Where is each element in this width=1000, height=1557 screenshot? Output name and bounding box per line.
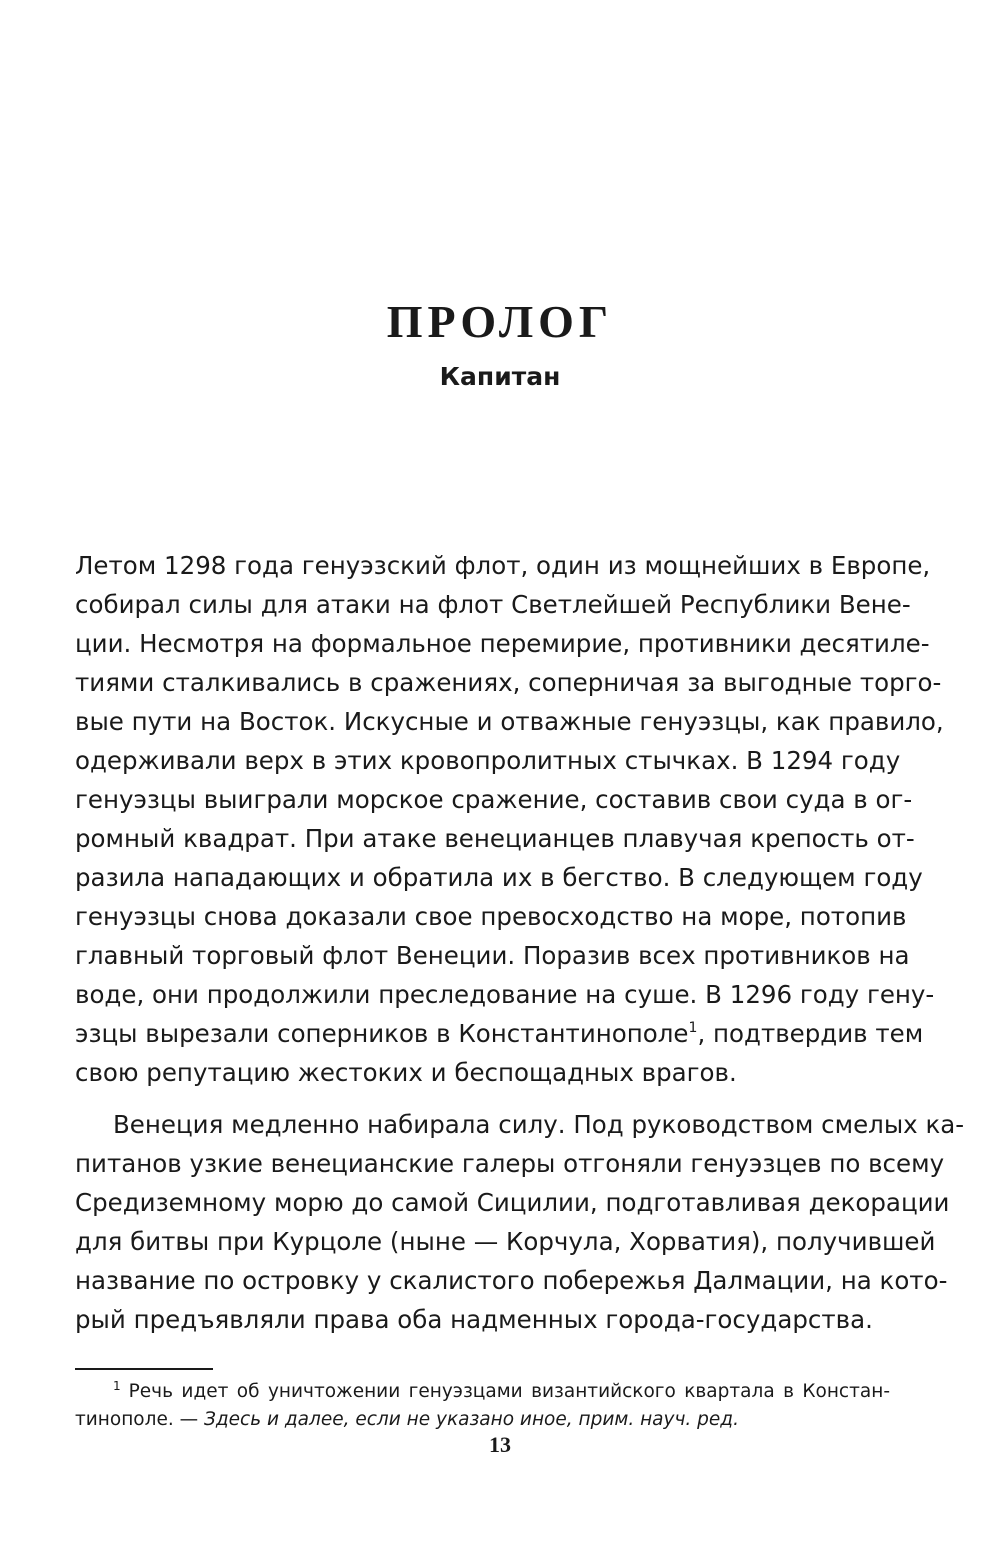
- text-line: генуэзцы выиграли морское сражение, составив свои суда в ог-: [75, 785, 913, 814]
- text-line: разила нападающих и обратила их в бегство. В следующем году: [75, 863, 923, 892]
- page-number: 13: [489, 1432, 511, 1457]
- paragraph-2: [75, 1105, 965, 1339]
- footnote: [75, 1378, 890, 1434]
- editor-note: Здесь и далее, если не указано иное, прим. науч. ред.: [203, 1409, 739, 1430]
- chapter-subtitle: Капитан: [439, 362, 561, 391]
- text-line: ромный квадрат. При атаке венецианцев плавучая крепость от-: [75, 824, 915, 853]
- text-line: Летом 1298 года генуэзский флот, один из мощнейших в Европе,: [75, 551, 931, 580]
- footnote-number: 1: [113, 1379, 121, 1393]
- footnote-line: [75, 1378, 890, 1406]
- text-line: название по островку у скалистого побережья Далмации, на кото-: [75, 1266, 948, 1295]
- text-segment: эзцы вырезали соперников в Константинополе: [75, 1019, 689, 1048]
- text-line: генуэзцы снова доказали свое превосходство на море, потопив: [75, 902, 907, 931]
- text-line: Венеция медленно набирала силу. Под руководством смелых ка-: [113, 1110, 965, 1139]
- paragraph-1: [75, 546, 944, 1092]
- text-line: главный торговый флот Венеции. Поразив всех противников на: [75, 941, 910, 970]
- text-line: свою репутацию жестоких и беспощадных врагов.: [75, 1058, 737, 1087]
- text-line: рый предъявляли права оба надменных города-государства.: [75, 1305, 873, 1334]
- text-line: одерживали верх в этих кровопролитных стычках. В 1294 году: [75, 746, 901, 775]
- footnote-reference[interactable]: 1: [688, 1020, 698, 1036]
- footnote-line: [75, 1406, 890, 1434]
- text-line: для битвы при Курцоле (ныне — Корчула, Хорватия), получившей: [75, 1227, 936, 1256]
- text-segment: , подтвердив тем: [697, 1019, 924, 1048]
- footnote-divider: [75, 1368, 213, 1370]
- footnote-text: Речь идет об уничтожении генуэзцами византийского квартала в Констан-: [128, 1381, 890, 1402]
- text-line: вые пути на Восток. Искусные и отважные генуэзцы, как правило,: [75, 707, 944, 736]
- text-line: собирал силы для атаки на флот Светлейшей Республики Вене-: [75, 590, 911, 619]
- text-line: воде, они продолжили преследование на суше. В 1296 году гену-: [75, 980, 935, 1009]
- text-line-with-footnote: [75, 1014, 924, 1053]
- text-line: питанов узкие венецианские галеры отгоняли генуэзцев по всему: [75, 1149, 945, 1178]
- text-line: тиями сталкивались в сражениях, соперничая за выгодные торго-: [75, 668, 942, 697]
- text-line: Средиземному морю до самой Сицилии, подготавливая декорации: [75, 1188, 950, 1217]
- footnote-text: тинополе. —: [75, 1409, 204, 1430]
- chapter-title: ПРОЛОГ: [386, 296, 614, 347]
- body-text: [75, 546, 965, 1339]
- text-line: ции. Несмотря на формальное перемирие, противники десятиле-: [75, 629, 930, 658]
